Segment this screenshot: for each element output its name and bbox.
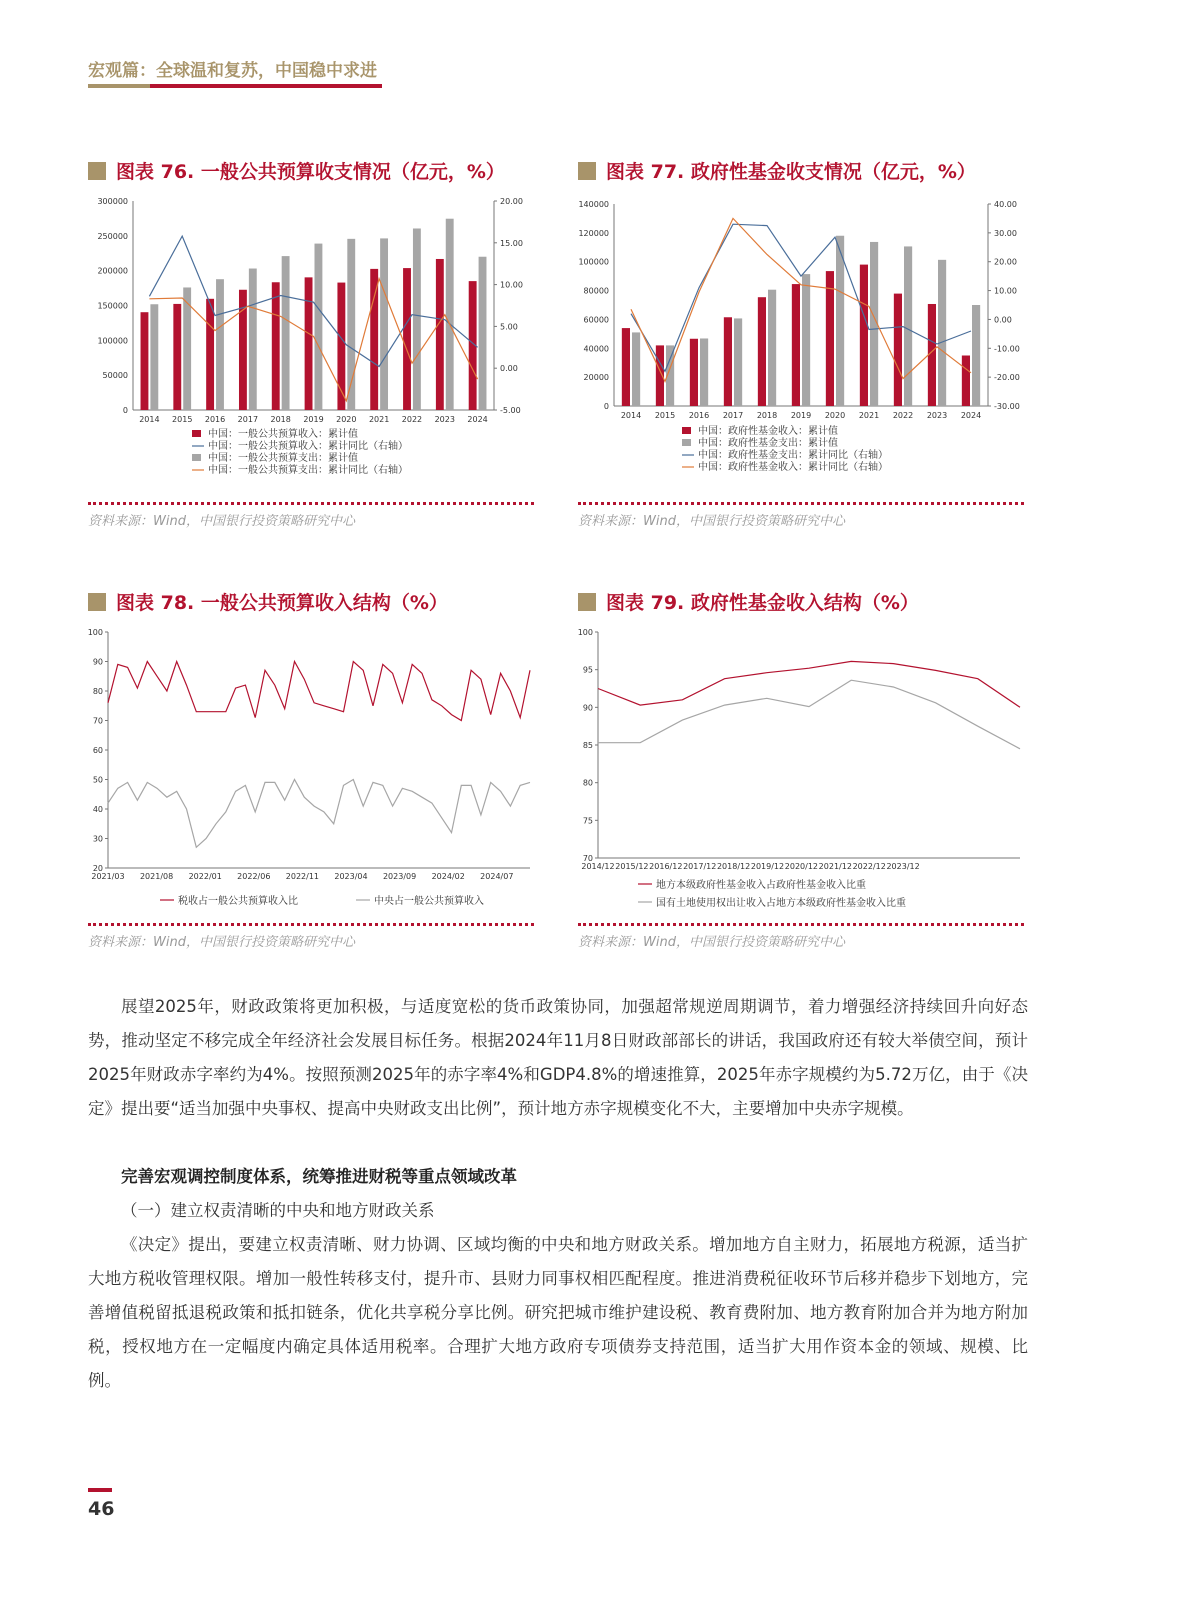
x-tick-label: 2024: [960, 411, 982, 420]
right-tick-label: 0.00: [500, 364, 518, 374]
chart77-title: 图表 77. 政府性基金收支情况（亿元，%）: [578, 157, 976, 184]
left-tick-label: 300000: [97, 197, 128, 206]
y-tick-label: 80: [582, 778, 593, 788]
chart79-title: 图表 79. 政府性基金收入结构（%）: [578, 588, 919, 615]
series-line: [598, 661, 1020, 707]
series-line: [149, 279, 477, 401]
y-tick-label: 100: [88, 628, 103, 637]
chart76-title: 图表 76. 一般公共预算收支情况（亿元，%）: [88, 157, 505, 184]
left-tick-label: 20000: [583, 373, 609, 383]
bar: [836, 236, 844, 406]
left-tick-label: 100000: [97, 336, 128, 346]
x-tick-label: 2023/09: [382, 872, 417, 881]
bar: [860, 265, 868, 406]
left-tick-label: 150000: [97, 301, 128, 311]
bar: [826, 271, 834, 406]
x-tick-label: 2022: [892, 411, 914, 420]
y-tick-label: 85: [582, 741, 593, 750]
legend-swatch: [682, 427, 691, 434]
series-line: [149, 236, 477, 366]
bar: [305, 277, 313, 410]
chart76-divider: [88, 502, 534, 505]
y-tick-label: 30: [92, 834, 103, 844]
title-square-icon: [578, 593, 596, 611]
header-rule-gold: [88, 84, 150, 88]
page-number: 46: [88, 1498, 115, 1520]
x-tick-label: 2017: [237, 415, 259, 424]
x-tick-label: 2015: [172, 415, 193, 424]
right-tick-label: 0.00: [994, 315, 1012, 325]
bar: [904, 246, 912, 406]
legend-swatch: [192, 430, 201, 437]
right-tick-label: 10.00: [994, 286, 1017, 296]
legend-label: 中央占一般公共预算收入: [374, 896, 484, 907]
y-tick-label: 40: [92, 805, 103, 814]
chart77-svg: [578, 193, 1028, 493]
title-square-icon: [578, 162, 596, 180]
bar: [768, 290, 776, 406]
y-tick-label: 70: [92, 716, 103, 726]
y-tick-label: 90: [582, 703, 593, 713]
right-tick-label: -30.00: [994, 402, 1020, 411]
left-tick-label: 0: [122, 406, 128, 415]
x-tick-label: 2023/04: [334, 872, 368, 881]
x-tick-label: 2022: [401, 415, 423, 424]
left-tick-label: 0: [603, 402, 609, 411]
legend-label: 中国：一般公共预算收入：累计值: [208, 429, 358, 440]
legend-label: 中国：政府性基金支出：累计同比（右轴）: [698, 450, 888, 461]
x-tick-label: 2024: [467, 415, 488, 424]
legend-label: 中国：一般公共预算支出：累计值: [208, 453, 358, 464]
chart78-title: 图表 78. 一般公共预算收入结构（%）: [88, 588, 448, 615]
series-line: [631, 224, 971, 371]
x-tick-label: 2016/12: [649, 862, 683, 871]
right-tick-label: 40.00: [994, 200, 1017, 209]
chart77-source: 资料来源：Wind，中国银行投资策略研究中心: [578, 514, 845, 529]
x-tick-label: 2022/01: [188, 872, 222, 881]
legend-label: 地方本级政府性基金收入占政府性基金收入比重: [656, 880, 866, 891]
x-tick-label: 2023: [926, 411, 948, 420]
series-line: [108, 780, 530, 848]
x-tick-label: 2014/12: [581, 862, 615, 871]
title-square-icon: [88, 593, 106, 611]
chart77-divider: [578, 502, 1024, 505]
right-tick-label: 20.00: [500, 197, 523, 206]
left-tick-label: 120000: [578, 228, 609, 238]
chart79-divider: [578, 923, 1024, 926]
bar: [380, 238, 388, 410]
x-tick-label: 2021/12: [818, 862, 852, 871]
x-tick-label: 2020: [336, 415, 357, 424]
right-tick-label: -10.00: [994, 344, 1020, 354]
left-tick-label: 140000: [578, 200, 609, 209]
x-tick-label: 2019/12: [750, 862, 785, 871]
x-tick-label: 2023/12: [886, 862, 920, 871]
y-tick-label: 80: [92, 687, 103, 696]
chart76-svg: [88, 193, 540, 493]
right-tick-label: 20.00: [994, 257, 1017, 267]
chart78-divider: [88, 923, 534, 926]
left-tick-label: 100000: [578, 257, 609, 267]
chart76-source: 资料来源：Wind，中国银行投资策略研究中心: [88, 514, 355, 529]
bar: [700, 338, 708, 406]
bar: [792, 284, 800, 406]
legend-swatch: [682, 439, 691, 446]
bar: [315, 244, 323, 410]
bar: [734, 318, 742, 406]
legend-swatch: [192, 454, 201, 461]
y-tick-label: 20: [92, 864, 103, 873]
right-tick-label: 5.00: [500, 322, 518, 332]
x-tick-label: 2018: [756, 411, 778, 420]
series-line: [108, 662, 530, 721]
bar: [249, 269, 257, 410]
left-tick-label: 50000: [102, 371, 128, 381]
body-paragraph-2: 《决定》提出，要建立权责清晰、财力协调、区域均衡的中央和地方财政关系。增加地方自主财力，拓展地方税源，适当扩大地方税收管理权限。增加一般性转移支付，提升市、县财力同事权相匹配程度。推进消费税征收环节后移并稳步下划地方，完善增值税留抵退税政策和抵扣链条，优化共享税分享比例。研究把城市维护建设税、教育费附加、地方教育附加合并为地方附加税，授权地方在一定幅度内确定具体适用税率。合理扩大地方政府专项债券支持范围，适当扩大用作资本金的领域、规模、比例。: [88, 1235, 1028, 1390]
x-tick-label: 2017/12: [683, 862, 717, 871]
bar: [370, 269, 378, 410]
x-tick-label: 2019: [303, 415, 324, 424]
y-tick-label: 60: [92, 746, 103, 755]
bar: [632, 332, 640, 406]
x-tick-label: 2021: [858, 411, 880, 420]
right-tick-label: -20.00: [994, 373, 1020, 383]
x-tick-label: 2023: [434, 415, 455, 424]
page-header-title: 宏观篇：全球温和复苏，中国稳中求进: [88, 61, 377, 81]
bar: [282, 256, 290, 410]
bar: [150, 304, 158, 410]
bar: [216, 279, 224, 410]
section-subheading: （一）建立权责清晰的中央和地方财政关系: [121, 1201, 435, 1220]
bar: [272, 282, 280, 410]
chart79-source: 资料来源：Wind，中国银行投资策略研究中心: [578, 935, 845, 950]
chart78-svg: [88, 622, 540, 918]
x-tick-label: 2022/06: [237, 872, 271, 881]
x-tick-label: 2014: [139, 415, 160, 424]
y-tick-label: 75: [582, 816, 593, 826]
y-tick-label: 70: [582, 854, 593, 863]
legend-label: 国有土地使用权出让收入占地方本级政府性基金收入比重: [656, 898, 906, 909]
legend-label: 中国：政府性基金收入：累计同比（右轴）: [698, 462, 888, 473]
bar: [972, 305, 980, 406]
x-tick-label: 2022/12: [852, 862, 886, 871]
legend-label: 中国：政府性基金支出：累计值: [698, 438, 838, 449]
chart78-source: 资料来源：Wind，中国银行投资策略研究中心: [88, 935, 355, 950]
chart79-svg: [578, 622, 1028, 918]
bar: [206, 299, 214, 410]
x-tick-label: 2016: [688, 411, 710, 420]
x-tick-label: 2020: [824, 411, 846, 420]
bar: [938, 260, 946, 406]
right-tick-label: 30.00: [994, 228, 1017, 238]
page-number-rule: [88, 1488, 112, 1492]
legend-label: 税收占一般公共预算收入比: [178, 896, 298, 907]
bar: [173, 304, 181, 410]
bar: [622, 328, 630, 406]
bar: [479, 257, 487, 410]
legend-label: 中国：政府性基金收入：累计值: [698, 426, 838, 437]
x-tick-label: 2021: [368, 415, 390, 424]
bar: [962, 356, 970, 407]
x-tick-label: 2018: [270, 415, 291, 424]
left-tick-label: 80000: [583, 286, 609, 296]
bar: [894, 294, 902, 406]
x-tick-label: 2016: [204, 415, 226, 424]
bar: [690, 339, 698, 406]
x-tick-label: 2015/12: [615, 862, 649, 871]
left-tick-label: 40000: [583, 344, 609, 354]
body-paragraph-1: 展望2025年，财政政策将更加积极，与适度宽松的货币政策协同，加强超常规逆周期调节，着力增强经济持续回升向好态势，推动坚定不移完成全年经济社会发展目标任务。根据2024年11月8日财政部部长的讲话，我国政府还有较大举债空间，预计2025年财政赤字率约为4%。按照预测2025年的赤字率4%和GDP4.8%的增速推算，2025年赤字规模约为5.72万亿，由于《决定》提出要“适当加强中央事权、提高中央财政支出比例”，预计地方赤字规模变化不大，主要增加中央赤字规模。: [88, 997, 1028, 1118]
series-line: [631, 218, 971, 381]
left-tick-label: 250000: [97, 231, 128, 241]
x-tick-label: 2024/02: [431, 872, 465, 881]
bar: [403, 268, 411, 410]
x-tick-label: 2019: [790, 411, 812, 420]
legend-label: 中国：一般公共预算支出：累计同比（右轴）: [208, 465, 408, 476]
right-tick-label: -5.00: [500, 406, 521, 415]
bar: [758, 297, 766, 406]
series-line: [598, 680, 1020, 749]
bar: [413, 228, 421, 410]
x-tick-label: 2021/03: [91, 872, 125, 881]
y-tick-label: 90: [92, 657, 103, 667]
right-tick-label: 15.00: [500, 238, 523, 248]
x-tick-label: 2018/12: [716, 862, 751, 871]
x-tick-label: 2014: [620, 411, 642, 420]
x-tick-label: 2022/11: [285, 872, 320, 881]
bar: [446, 219, 454, 410]
x-tick-label: 2024/07: [480, 872, 514, 881]
x-tick-label: 2020/12: [784, 862, 819, 871]
right-tick-label: 10.00: [500, 280, 523, 290]
y-tick-label: 100: [578, 628, 593, 637]
bar: [724, 317, 732, 406]
title-square-icon: [88, 162, 106, 180]
left-tick-label: 60000: [583, 315, 609, 325]
header-rule-red: [150, 84, 382, 88]
x-tick-label: 2021/08: [139, 872, 174, 881]
y-tick-label: 95: [582, 665, 593, 675]
left-tick-label: 200000: [97, 266, 128, 276]
x-tick-label: 2017: [722, 411, 744, 420]
bar: [802, 274, 810, 406]
y-tick-label: 50: [92, 775, 103, 785]
bar: [141, 312, 149, 410]
section-heading: 完善宏观调控制度体系，统筹推进财税等重点领域改革: [121, 1167, 517, 1186]
bar: [436, 259, 444, 410]
legend-label: 中国：一般公共预算收入：累计同比（右轴）: [208, 441, 408, 452]
x-tick-label: 2015: [654, 411, 676, 420]
